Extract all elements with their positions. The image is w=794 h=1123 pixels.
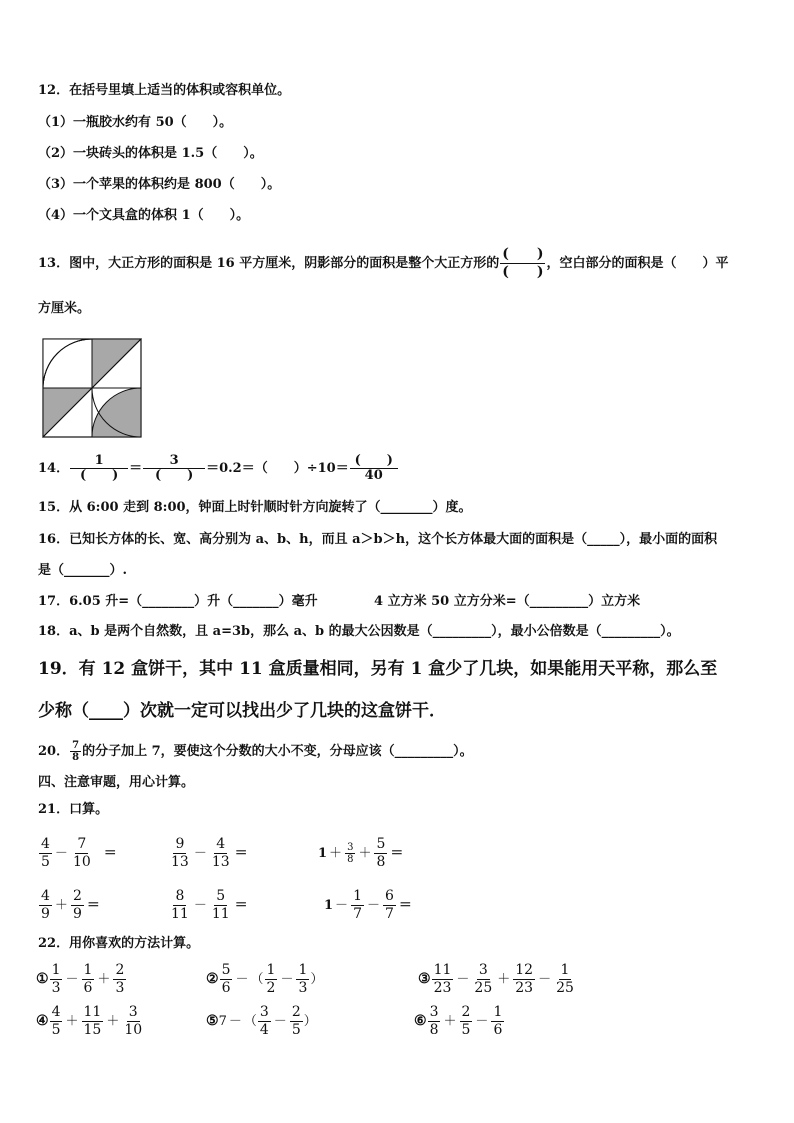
frac-num: 1 xyxy=(83,962,93,978)
frac-num: 5 xyxy=(376,836,386,852)
frac-den: 3 xyxy=(51,980,61,996)
q12-item-2: （2）一块砖头的体积是 1.5（ ）。 xyxy=(38,146,263,161)
frac-num: 1 xyxy=(353,888,362,904)
op-equals: ＝ xyxy=(234,846,248,861)
paren-right: ） xyxy=(310,972,324,987)
op-minus: － xyxy=(280,972,294,987)
frac-den: 10 xyxy=(124,1022,143,1038)
q13-pre: 13．图中，大正方形的面积是 16 平方厘米，阴影部分的面积是整个大正方形的 xyxy=(38,256,500,271)
op-minus: － xyxy=(228,1014,242,1029)
frac-den: 5 xyxy=(51,1022,61,1038)
frac-den: 3 xyxy=(298,980,308,996)
frac-num: 4 xyxy=(51,1004,61,1020)
op-minus: － xyxy=(456,972,470,987)
op-minus: － xyxy=(193,898,207,913)
frac-num: 1 xyxy=(493,1004,503,1020)
frac-den: 23 xyxy=(515,980,534,996)
frac-den: 23 xyxy=(433,980,452,996)
q18-line: 18．a、b 是两个自然数，且 a=3b，那么 a、b 的最大公因数是（_________），最小公倍数是（_________）。 xyxy=(38,624,680,639)
q13-line xyxy=(38,246,729,281)
section-4-heading: 四、注意审题，用心计算。 xyxy=(38,775,195,790)
q21-title: 21．口算。 xyxy=(38,802,109,817)
q20-fraction xyxy=(70,740,81,763)
frac-den: 13 xyxy=(171,854,189,870)
q13-blank-fraction xyxy=(500,246,545,281)
frac-num: 5 xyxy=(221,962,231,978)
q14-f2n: 3 xyxy=(143,454,205,469)
frac-den: 25 xyxy=(474,980,493,996)
frac-den: 10 xyxy=(72,854,91,870)
frac-num: 1 xyxy=(560,962,570,978)
frac-num: 2 xyxy=(72,888,82,904)
frac-den: 25 xyxy=(556,980,574,996)
frac-den: 6 xyxy=(493,1022,503,1038)
frac-num: 4 xyxy=(216,836,226,852)
q14-label: 14． xyxy=(38,461,70,476)
q22-problem-1 xyxy=(36,962,127,997)
op-minus: － xyxy=(193,846,207,861)
marker-2: ② xyxy=(206,971,219,987)
frac-num: 3 xyxy=(429,1004,439,1020)
op-plus: ＋ xyxy=(97,972,111,987)
q16-line-2: 是（_______）. xyxy=(38,563,128,578)
op-equals: ＝ xyxy=(103,846,117,861)
q17-part-b: 4 立方米 50 立方分米=（_________）立方米 xyxy=(374,594,641,609)
frac-den: 3 xyxy=(115,980,125,996)
q14-f1n: 1 xyxy=(70,454,128,469)
op-plus: ＋ xyxy=(329,846,343,861)
paren-right: ） xyxy=(303,1014,317,1029)
num-seven: 7 xyxy=(218,1014,227,1029)
marker-4: ④ xyxy=(36,1013,49,1029)
q13-blank-num: ( ) xyxy=(502,246,544,262)
num-one: 1 xyxy=(324,898,334,913)
op-plus: ＋ xyxy=(106,1014,120,1029)
q17-part-a: 17．6.05 升=（________）升（_______）毫升 xyxy=(38,594,318,609)
q21-r2c1 xyxy=(38,888,102,923)
op-plus: ＋ xyxy=(65,1014,79,1029)
frac-den: 6 xyxy=(221,980,231,996)
frac-den: 11 xyxy=(171,906,189,922)
q14-mid: ＝0.2＝（ ）÷10＝ xyxy=(206,461,349,476)
q13-post: ，空白部分的面积是（ ）平 xyxy=(546,256,729,271)
frac-num: 11 xyxy=(433,962,452,978)
q19-line-2: 少称（____）次就一定可以找出少了几块的这盒饼干． xyxy=(38,701,446,721)
q22-title: 22．用你喜欢的方法计算。 xyxy=(38,936,200,951)
q14-f1d: ( ) xyxy=(79,468,119,483)
q20-text: 的分子加上 7，要使这个分数的大小不变，分母应该（_________）。 xyxy=(82,744,473,759)
q16-line-1: 16．已知长方体的长、宽、高分别为 a、b、h，而且 a＞b＞h，这个长方体最大面的面积是（_____），最小面的面积 xyxy=(38,532,718,547)
frac-den: 9 xyxy=(72,906,82,922)
frac-den: 15 xyxy=(83,1022,102,1038)
q19-line-1: 19．有 12 盒饼干，其中 11 盒质量相同，另有 1 盒少了几块，如果能用天平称，那么至 xyxy=(38,659,718,679)
frac-den: 7 xyxy=(353,906,362,922)
op-plus: ＋ xyxy=(358,846,372,861)
q14-f3d: 40 xyxy=(364,468,383,483)
frac-num: 4 xyxy=(41,888,50,904)
frac-num: 12 xyxy=(515,962,534,978)
op-equals: ＝ xyxy=(398,898,412,913)
q22-problem-2 xyxy=(206,962,323,997)
q13-blank-den: ( ) xyxy=(502,264,544,280)
frac-den: 5 xyxy=(41,854,50,870)
frac-num: 11 xyxy=(83,1004,102,1020)
frac-den: 11 xyxy=(211,906,230,922)
op-minus: － xyxy=(65,972,79,987)
q22-problem-5 xyxy=(206,1004,317,1039)
q12-item-3: （3）一个苹果的体积约是 800（ ）。 xyxy=(38,177,281,192)
frac-den: 2 xyxy=(266,980,276,996)
q22-problem-6 xyxy=(414,1004,505,1039)
q21-r1c2 xyxy=(168,836,250,871)
frac-den: 8 xyxy=(429,1022,439,1038)
frac-num: 1 xyxy=(51,962,61,978)
op-plus: ＋ xyxy=(54,898,68,913)
op-plus: ＋ xyxy=(497,972,511,987)
q14-f3n: ( ) xyxy=(350,454,398,469)
frac-num: 3 xyxy=(128,1004,138,1020)
op-minus: － xyxy=(335,898,349,913)
op-minus: － xyxy=(538,972,552,987)
frac-den: 9 xyxy=(41,906,50,922)
frac-num: 9 xyxy=(175,836,185,852)
q20-fn: 7 xyxy=(72,740,80,751)
q14-frac-2 xyxy=(143,454,205,483)
frac-den: 5 xyxy=(461,1022,471,1038)
q21-r1c1 xyxy=(38,836,119,871)
frac-num: 1 xyxy=(266,962,276,978)
op-minus: － xyxy=(54,846,68,861)
q14-line xyxy=(38,454,399,483)
frac-num: 4 xyxy=(41,836,50,852)
q21-r2c2 xyxy=(168,888,250,923)
frac-num: 5 xyxy=(216,888,226,904)
frac-den: 8 xyxy=(376,854,386,870)
q20-line xyxy=(38,740,473,763)
frac-num: 6 xyxy=(385,888,394,904)
frac-num: 3 xyxy=(259,1004,269,1020)
frac-num: 2 xyxy=(115,962,125,978)
q20-fd: 8 xyxy=(72,752,80,763)
frac-num: 3 xyxy=(478,962,488,978)
frac-den: 13 xyxy=(211,854,230,870)
q21-r1c3 xyxy=(318,836,405,871)
op-plus: ＋ xyxy=(443,1014,457,1029)
frac-num: 1 xyxy=(298,962,308,978)
frac-num: 3 xyxy=(347,842,354,853)
marker-1: ① xyxy=(36,971,49,987)
paren-left: （ xyxy=(250,972,264,987)
op-minus: － xyxy=(273,1014,287,1029)
q14-frac-3 xyxy=(350,454,398,483)
paren-left: （ xyxy=(243,1014,257,1029)
q15-line: 15．从 6:00 走到 8:00，钟面上时针顺时针方向旋转了（________）度。 xyxy=(38,500,472,515)
op-equals: ＝ xyxy=(234,898,248,913)
frac-den: 4 xyxy=(259,1022,269,1038)
q14-f2d: ( ) xyxy=(154,468,194,483)
q14-frac-1 xyxy=(70,454,128,483)
q20-label: 20． xyxy=(38,744,70,759)
op-equals: ＝ xyxy=(86,898,100,913)
frac-num: 8 xyxy=(175,888,185,904)
op-minus: － xyxy=(475,1014,489,1029)
q12-title: 12．在括号里填上适当的体积或容积单位。 xyxy=(38,83,291,98)
q13-square-figure xyxy=(42,338,142,438)
frac-den: 8 xyxy=(347,854,354,865)
q22-problem-3 xyxy=(418,962,577,997)
q22-problem-4 xyxy=(36,1004,145,1039)
frac-den: 7 xyxy=(385,906,394,922)
marker-3: ③ xyxy=(418,971,431,987)
op-minus: － xyxy=(235,972,249,987)
q14-eq: ＝ xyxy=(129,461,143,476)
frac-den: 5 xyxy=(291,1022,301,1038)
q12-item-1: （1）一瓶胶水约有 50（ ）。 xyxy=(38,115,233,130)
frac-num: 7 xyxy=(77,836,87,852)
frac-den: 6 xyxy=(83,980,93,996)
op-equals: ＝ xyxy=(390,846,404,861)
marker-5: ⑤ xyxy=(206,1013,219,1029)
q21-r2c3 xyxy=(324,888,414,923)
frac-num: 2 xyxy=(291,1004,301,1020)
marker-6: ⑥ xyxy=(414,1013,427,1029)
num-one: 1 xyxy=(318,846,328,861)
q12-item-4: （4）一个文具盒的体积 1（ ）。 xyxy=(38,208,250,223)
q13-cont: 方厘米。 xyxy=(38,301,91,316)
frac-num: 2 xyxy=(461,1004,471,1020)
op-minus: － xyxy=(366,898,380,913)
